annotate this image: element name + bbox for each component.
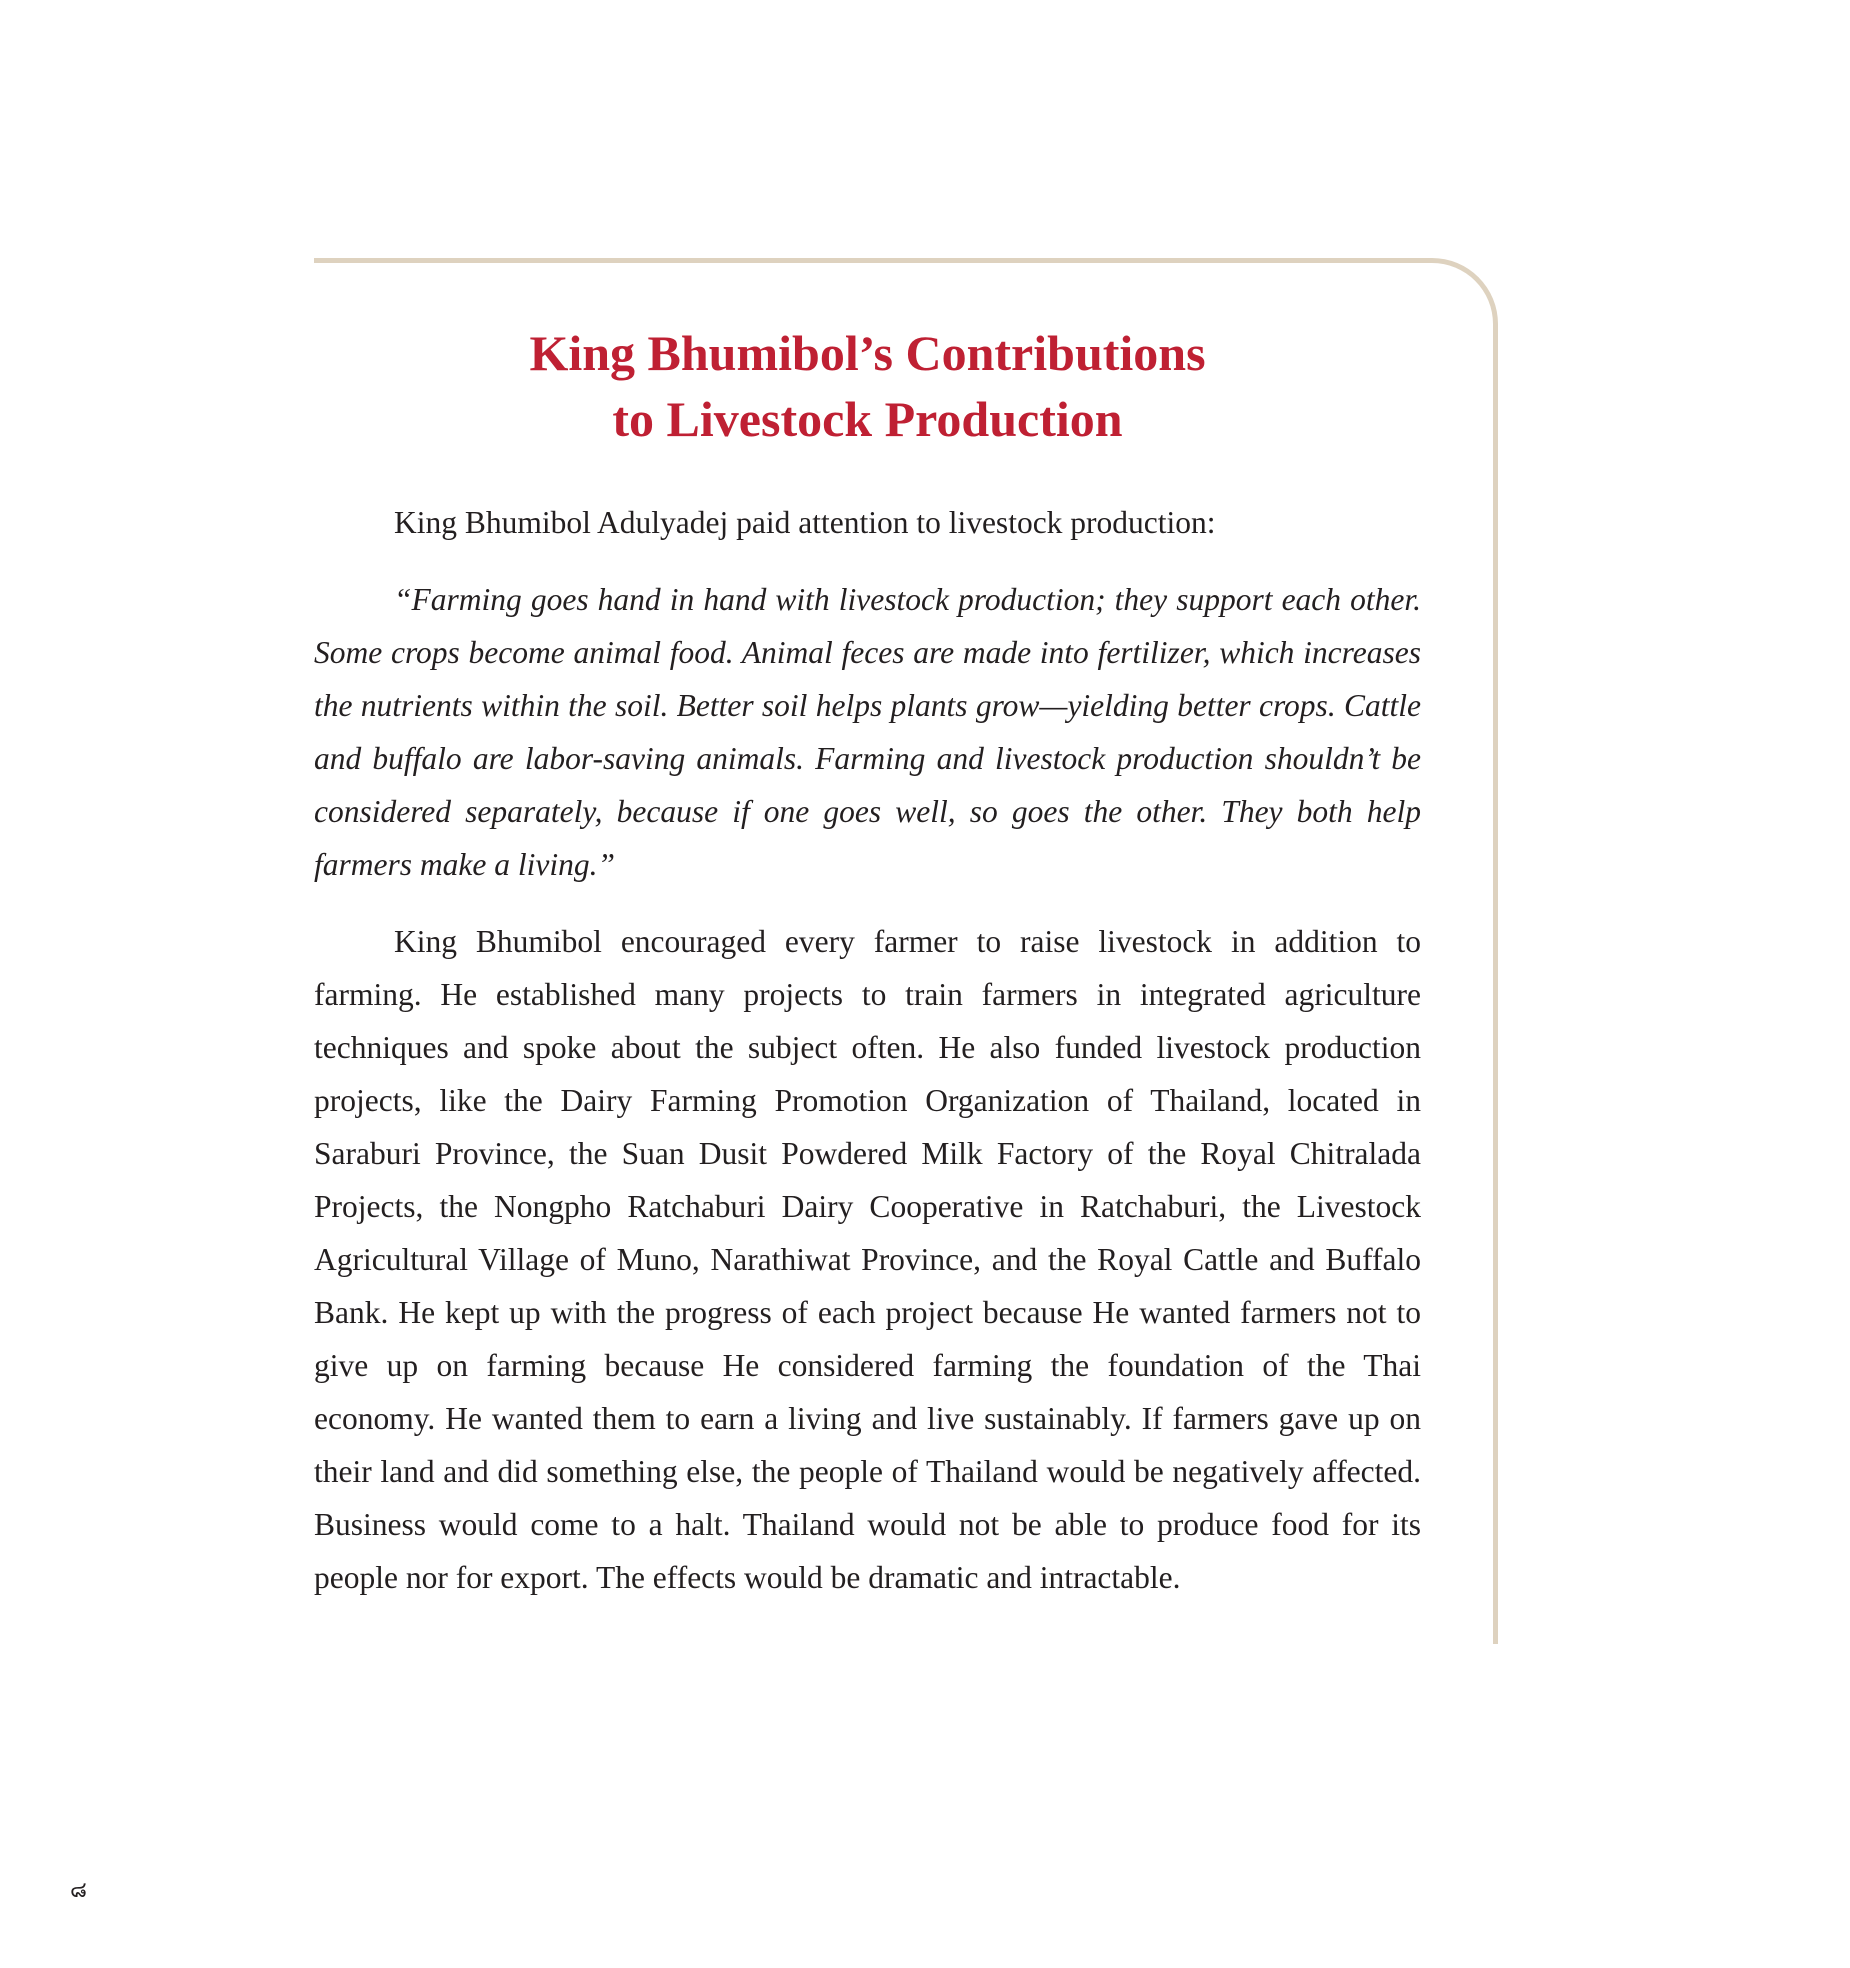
page-number: ๘ [70,1878,87,1903]
intro-paragraph: King Bhumibol Adulyadej paid attention to livestock production: [394,505,1216,540]
title-line-2: to Livestock Production [612,391,1123,447]
article-body [314,496,1421,1604]
body-paragraph: King Bhumibol encouraged every farmer to raise livestock in addition to farming. He established many projects to train farmers in integrated agriculture techniques and spoke about the subject often. He also funded livestock production projects, like the Dairy Farming Promotion Organization of Thailand, located in Saraburi Province, the Suan Dusit Powdered Milk Factory of the Royal Chitralada Projects, the Nongpho Ratchaburi Dairy Cooperative in Ratchaburi, the Livestock Agricultural Village of Muno, Narathiwat Province, and the Royal Cattle and Buffalo Bank. He kept up with the progress of each project because He wanted farmers not to give up on farming because He considered farming the foundation of the Thai economy. He wanted them to earn a living and live sustainably. If farmers gave up on their land and did something else, the people of Thailand would be negatively affected. Business would come to a halt. Thailand would not be able to produce food for its people nor for export. The effects would be dramatic and intractable. [314,924,1421,1595]
title-line-1: King Bhumibol’s Contributions [529,325,1206,381]
page-title [314,320,1421,452]
quote-paragraph: “Farming goes hand in hand with livestock production; they support each other. Some crops become animal food. Animal feces are made into fertilizer, which increases the nutrients within the soil. Better soil helps plants grow—yielding better crops. Cattle and buffalo are labor-saving animals. Farming and livestock production shouldn’t be considered separately, because if one goes well, so goes the other. They both help farmers make a living.” [314,582,1421,882]
